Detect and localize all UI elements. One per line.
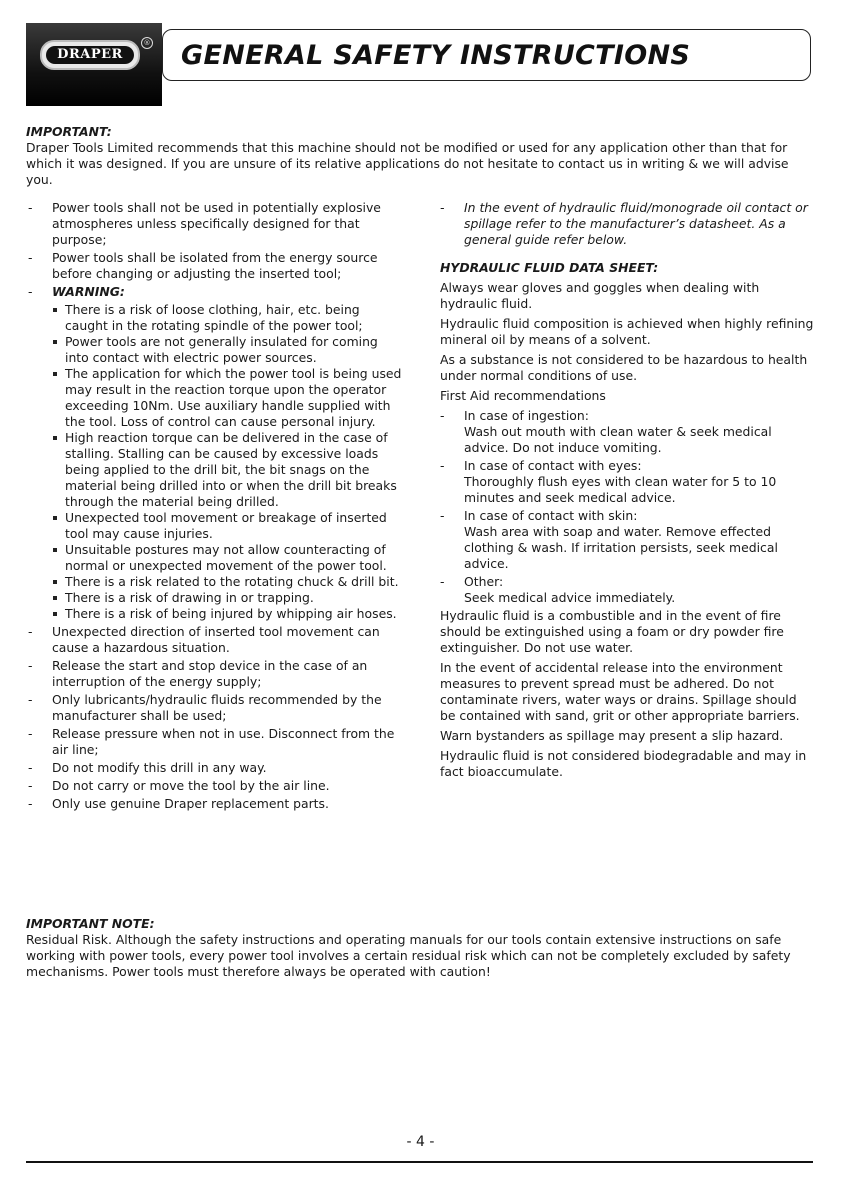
warning-item: There is a risk of drawing in or trapping. <box>28 590 403 606</box>
warning-item: Unexpected tool movement or breakage of inserted tool may cause injuries. <box>28 510 403 542</box>
right-column <box>440 200 815 784</box>
warning-heading: - WARNING: <box>28 284 125 299</box>
title-box <box>162 29 811 81</box>
paragraph: Hydraulic fluid composition is achieved when highly refining mineral oil by means of a solvent. <box>440 316 814 347</box>
paragraph: As a substance is not considered to be hazardous to health under normal conditions of use. <box>440 352 808 383</box>
datasheet-heading: HYDRAULIC FLUID DATA SHEET: <box>440 260 659 275</box>
list-item: - Release pressure when not in use. Disconnect from the air line; <box>28 726 395 757</box>
list-item: - Only lubricants/hydraulic fluids recommended by the manufacturer shall be used; <box>28 692 382 723</box>
important-section <box>26 124 816 188</box>
registered-mark: ® <box>141 37 153 49</box>
brand-tab <box>26 23 162 106</box>
important-note-section <box>26 916 816 980</box>
warning-item: High reaction torque can be delivered in the case of stalling. Stalling can be caused by excessive loads being applied to the drill bit, the bit snags on the material being drilled into or when the drill bit breaks through the material being drilled. <box>28 430 403 510</box>
paragraph: Always wear gloves and goggles when dealing with hydraulic fluid. <box>440 280 760 311</box>
note-text: Residual Risk. Although the safety instructions and operating manuals for our tools contain extensive instructions on safe working with power tools, every power tool involves a certain residual risk which can not be completely excluded by safety mechanisms. Power tools must therefore always be operated with caution! <box>26 932 791 979</box>
warning-item: Unsuitable postures may not allow counteracting of normal or unexpected movement of the power tool. <box>28 542 403 574</box>
aid-item: - Other: Seek medical advice immediately. <box>440 574 676 605</box>
aid-item: - In case of ingestion: Wash out mouth with clean water & seek medical advice. Do not induce vomiting. <box>440 408 772 455</box>
warning-item: There is a risk of being injured by whipping air hoses. <box>28 606 403 622</box>
draper-logo <box>40 40 140 70</box>
important-label: IMPORTANT: <box>26 124 112 139</box>
intro-item: - In the event of hydraulic fluid/monograde oil contact or spillage refer to the manufacturer’s datasheet. As a general guide refer below. <box>440 200 808 247</box>
paragraph: In the event of accidental release into the environment measures to prevent spread must be adhered. Do not contaminate rivers, water ways or drains. Spillage should be contained with sand, grit or other appropriate barriers. <box>440 660 800 723</box>
paragraph: Hydraulic fluid is a combustible and in the event of fire should be extinguished using a foam or dry powder fire extinguisher. Do not use water. <box>440 608 784 655</box>
paragraph: First Aid recommendations <box>440 388 606 403</box>
note-label: IMPORTANT NOTE: <box>26 916 155 931</box>
warning-item: Power tools are not generally insulated for coming into contact with electric power sources. <box>28 334 403 366</box>
list-item: - Release the start and stop device in the case of an interruption of the energy supply; <box>28 658 368 689</box>
logo-text: DRAPER <box>46 46 134 64</box>
warning-item: There is a risk related to the rotating chuck & drill bit. <box>28 574 403 590</box>
warning-item: The application for which the power tool is being used may result in the reaction torque upon the operator exceeding 10Nm. Use auxiliary handle supplied with the tool. Loss of control can cause personal injury. <box>28 366 403 430</box>
left-column <box>28 200 403 814</box>
list-item: - Power tools shall not be used in potentially explosive atmospheres unless specifically designed for that purpose; <box>28 200 381 247</box>
aid-item: - In case of contact with skin: Wash area with soap and water. Remove effected clothing & wash. If irritation persists, seek medical advice. <box>440 508 778 571</box>
paragraph: Warn bystanders as spillage may present a slip hazard. <box>440 728 784 743</box>
page-number: - 4 - <box>406 1134 435 1150</box>
warning-item: There is a risk of loose clothing, hair, etc. being caught in the rotating spindle of the power tool; <box>28 302 403 334</box>
aid-item: - In case of contact with eyes: Thoroughly flush eyes with clean water for 5 to 10 minutes and seek medical advice. <box>440 458 777 505</box>
list-item: - Unexpected direction of inserted tool movement can cause a hazardous situation. <box>28 624 380 655</box>
list-item: - Do not modify this drill in any way. <box>28 760 267 775</box>
list-item: - Power tools shall be isolated from the energy source before changing or adjusting the inserted tool; <box>28 250 378 281</box>
page-title: GENERAL SAFETY INSTRUCTIONS <box>181 40 691 71</box>
important-text: Draper Tools Limited recommends that this machine should not be modified or used for any application other than that for which it was designed. If you are unsure of its relative applications do not hesitate to contact us in writing & we will advise you. <box>26 140 789 187</box>
list-item: - Do not carry or move the tool by the air line. <box>28 778 330 793</box>
list-item: - Only use genuine Draper replacement parts. <box>28 796 329 811</box>
footer-rule <box>26 1161 813 1163</box>
paragraph: Hydraulic fluid is not considered biodegradable and may in fact bioaccumulate. <box>440 748 807 779</box>
